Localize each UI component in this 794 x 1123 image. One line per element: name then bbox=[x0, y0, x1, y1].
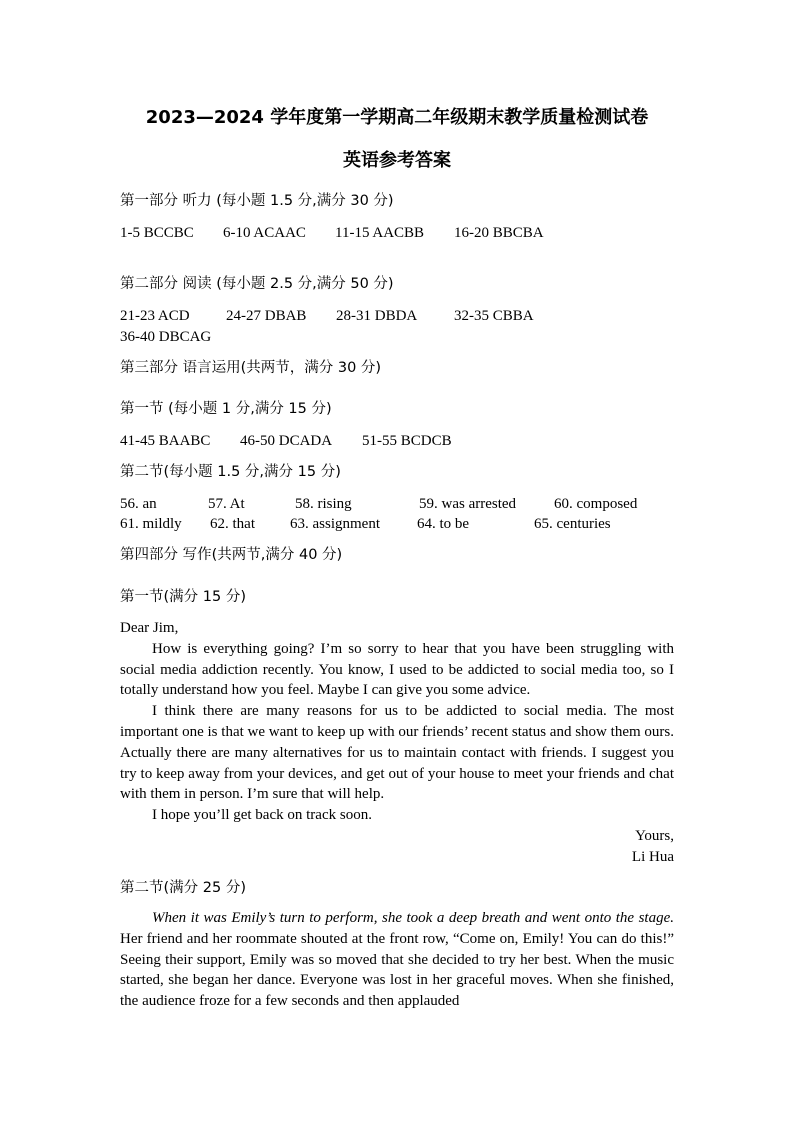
answer-item: 61. mildly bbox=[120, 516, 182, 532]
answer-item: 58. rising bbox=[295, 496, 352, 512]
answer-group: 28-31 DBDA bbox=[336, 308, 418, 324]
answer-group: 41-45 BAABC bbox=[120, 433, 211, 449]
part4-section2-heading: 第二节(满分 25 分) bbox=[120, 880, 246, 896]
answer-group: 51-55 BCDCB bbox=[362, 433, 452, 449]
answer-group: 6-10 ACAAC bbox=[223, 225, 306, 241]
part3-section1-answers bbox=[120, 431, 452, 451]
letter-signature: Li Hua bbox=[631, 848, 674, 865]
exam-title: 2023—2024 学年度第一学期高二年级期末教学质量检测试卷 bbox=[145, 107, 649, 128]
part3-heading: 第三部分 语言运用(共两节，满分 30 分) bbox=[120, 360, 382, 376]
answer-group: 1-5 BCCBC bbox=[120, 225, 194, 241]
answer-item: 56. an bbox=[120, 496, 157, 512]
part1-heading: 第一部分 听力 (每小题 1.5 分,满分 30 分) bbox=[120, 193, 394, 209]
letter-paragraph: I hope you’ll get back on track soon. bbox=[152, 807, 372, 824]
part3-section1-heading: 第一节 (每小题 1 分,满分 15 分) bbox=[120, 401, 332, 417]
answer-key-subtitle: 英语参考答案 bbox=[343, 150, 451, 171]
answer-item: 62. that bbox=[210, 516, 255, 532]
answer-group: 46-50 DCADA bbox=[240, 433, 333, 449]
answer-group: 16-20 BBCBA bbox=[454, 225, 544, 241]
part2-heading: 第二部分 阅读 (每小题 2.5 分,满分 50 分) bbox=[120, 276, 394, 292]
part4-heading: 第四部分 写作(共两节,满分 40 分) bbox=[120, 547, 343, 563]
answer-item: 60. composed bbox=[554, 496, 638, 512]
answer-group: 32-35 CBBA bbox=[454, 308, 534, 324]
answer-item: 59. was arrested bbox=[419, 496, 517, 512]
letter-salutation: Dear Jim, bbox=[120, 620, 179, 636]
part3-section2-answers-line2 bbox=[120, 514, 611, 534]
part1-answers bbox=[120, 223, 544, 243]
story-continuation-text: Her friend and her roommate shouted at the front row, “Come on, Emily! You can do this!” Seeing their support, Emily was so moved that she decided to try her best. When the music started, she began her dance. Everyone was lost in her graceful moves. When she finished, the audience froze for a few seconds and then applauded bbox=[120, 930, 674, 1010]
letter-closing: Yours, bbox=[635, 827, 674, 844]
answer-item: 64. to be bbox=[417, 516, 470, 532]
part3-section2-heading: 第二节(每小题 1.5 分,满分 15 分) bbox=[120, 464, 341, 480]
letter-paragraph: I think there are many reasons for us to be addicted to social media. The most important one is that we want to keep up with our friends’ recent status and show them ours. Actually there are many alternatives for us to maintain contact with friends. I suggest you try to keep away from your devices, and get out of your house to meet your friends and chat with them in person. I’m sure that will help. bbox=[120, 703, 674, 803]
answer-item: 63. assignment bbox=[290, 516, 380, 532]
part2-answers-line2 bbox=[120, 327, 211, 347]
letter-text bbox=[120, 618, 674, 868]
answer-group: 21-23 ACD bbox=[120, 308, 190, 324]
part3-section2-answers-line1 bbox=[120, 494, 637, 514]
answer-group: 11-15 AACBB bbox=[335, 225, 425, 241]
answer-group: 24-27 DBAB bbox=[226, 308, 307, 324]
part4-section1-heading: 第一节(满分 15 分) bbox=[120, 589, 246, 605]
answer-group: 36-40 DBCAG bbox=[120, 329, 212, 345]
story-continuation bbox=[120, 908, 674, 1012]
answer-item: 65. centuries bbox=[534, 516, 611, 532]
letter-paragraph: How is everything going? I’m so sorry to hear that you have been struggling with social media addiction recently. You know, I used to be addicted to social media too, so I totally understand how you feel. Maybe I can give you some advice. bbox=[120, 640, 674, 699]
part2-answers-line1 bbox=[120, 306, 534, 326]
answer-item: 57. At bbox=[208, 496, 245, 512]
story-paragraph bbox=[120, 908, 674, 1012]
story-italic-opening: When it was Emily’s turn to perform, she took a deep breath and went onto the stage. bbox=[152, 910, 674, 926]
